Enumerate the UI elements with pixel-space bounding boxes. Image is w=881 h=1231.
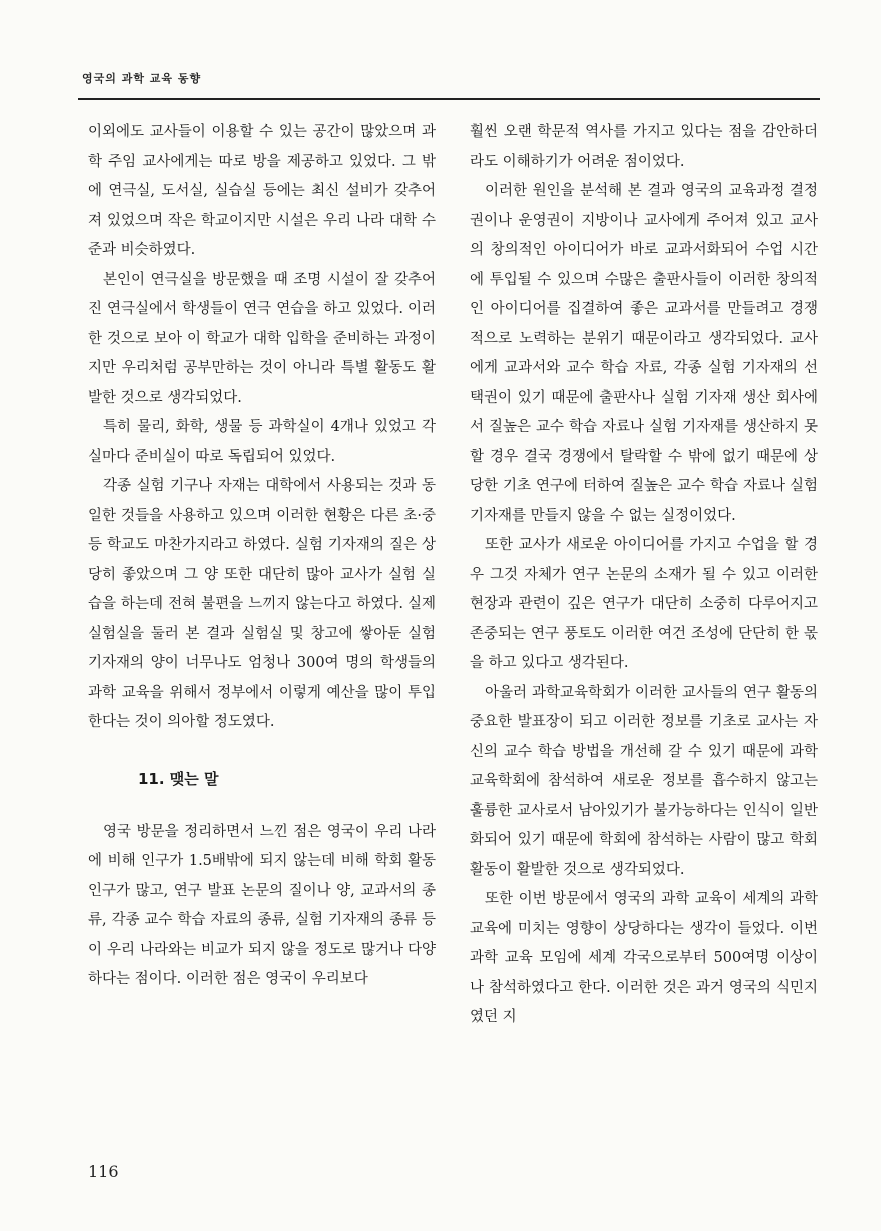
section-heading: 11. 맺는 말	[138, 769, 219, 788]
paragraph: 영국 방문을 정리하면서 느낀 점은 영국이 우리 나라에 비해 인구가 1.5배밖에 되지 않는데 비해 학회 활동 인구가 많고, 연구 발표 논문의 질이나 양, 교과서의 종류, 각종 교수 학습 자료의 종류, 실험 기자재의 종류 등이 우리 나라와는 비교가 되지 않을 정도로 많거나 다양하다는 점이다. 이러한 점은 영국이 우리보다	[88, 823, 436, 987]
paragraph: 또한 이번 방문에서 영국의 과학 교육이 세계의 과학 교육에 미치는 영향이 상당하다는 생각이 들었다. 이번 과학 교육 모임에 세계 각국으로부터 500여명 이상이나 참석하였다고 한다. 이러한 것은 과거 영국의 식민지였던 지	[470, 891, 818, 1025]
page-number: 116	[88, 1162, 119, 1181]
running-header-title: 영국의 과학 교육 동향	[82, 72, 202, 85]
left-column	[88, 118, 436, 995]
right-column	[470, 118, 818, 1033]
paragraph: 아울러 과학교육학회가 이러한 교사들의 연구 활동의 중요한 발표장이 되고 이러한 정보를 기초로 교사는 자신의 교수 학습 방법을 개선해 갈 수 있기 때문에 과학교육학회에 참석하여 새로운 정보를 흡수하지 않고는 훌륭한 교사로서 남아있기가 불가능하다는 인식이 일반화되어 있기 때문에 학회에 참석하는 사람이 많고 학회 활동이 활발한 것으로 생각되었다.	[470, 684, 818, 878]
paragraph: 이외에도 교사들이 이용할 수 있는 공간이 많았으며 과학 주임 교사에게는 따로 방을 제공하고 있었다. 그 밖에 연극실, 도서실, 실습실 등에는 최신 설비가 갖추어져 있었으며 작은 학교이지만 시설은 우리 나라 대학 수준과 비슷하였다.	[88, 124, 436, 258]
paragraph: 또한 교사가 새로운 아이디어를 가지고 수업을 할 경우 그것 자체가 연구 논문의 소재가 될 수 있고 이러한 현장과 관련이 깊은 연구가 대단히 소중히 다루어지고 존중되는 연구 풍토도 이러한 여건 조성에 단단히 한 몫을 하고 있다고 생각된다.	[470, 537, 818, 671]
paragraph: 훨씬 오랜 학문적 역사를 가지고 있다는 점을 감안하더라도 이해하기가 어려운 점이었다.	[470, 124, 818, 170]
paragraph: 특히 물리, 화학, 생물 등 과학실이 4개나 있었고 각실마다 준비실이 따로 독립되어 있었다.	[88, 419, 436, 465]
paragraph: 이러한 원인을 분석해 본 결과 영국의 교육과정 결정권이나 운영권이 지방이나 교사에게 주어져 있고 교사의 창의적인 아이디어가 바로 교과서화되어 수업 시간에 투입될 수 있으며 수많은 출판사들이 이러한 창의적인 아이디어를 집결하여 좋은 교과서를 만들려고 경쟁적으로 노력하는 분위기 때문이라고 생각되었다. 교사에게 교과서와 교수 학습 자료, 각종 실험 기자재의 선택권이 있기 때문에 출판사나 실험 기자재 생산 회사에서 질높은 교수 학습 자료나 실험 기자재를 생산하지 못할 경우 결국 경쟁에서 탈락할 수 밖에 없기 때문에 상당한 기초 연구에 터하여 질높은 교수 학습 자료나 실험 기자재를 만들지 않을 수 없는 실정이었다.	[470, 183, 818, 524]
running-header	[78, 60, 820, 100]
paragraph: 본인이 연극실을 방문했을 때 조명 시설이 잘 갖추어진 연극실에서 학생들이 연극 연습을 하고 있었다. 이러한 것으로 보아 이 학교가 대학 입학을 준비하는 과정이지만 우리처럼 공부만하는 것이 아니라 특별 활동도 활발한 것으로 생각되었다.	[88, 271, 436, 406]
paragraph: 각종 실험 기구나 자재는 대학에서 사용되는 것과 동일한 것들을 사용하고 있으며 이러한 현황은 다른 초·중등 학교도 마찬가지라고 하였다. 실험 기자재의 질은 상당히 좋았으며 그 양 또한 대단히 많아 교사가 실험 실습을 하는데 전혀 불편을 느끼지 않는다고 하였다. 실제 실험실을 둘러 본 결과 실험실 및 창고에 쌓아둔 실험 기자재의 양이 너무나도 엄청나 300여 명의 학생들의 과학 교육을 위해서 정부에서 이렇게 예산을 많이 투입한다는 것이 의아할 정도였다.	[88, 478, 436, 730]
